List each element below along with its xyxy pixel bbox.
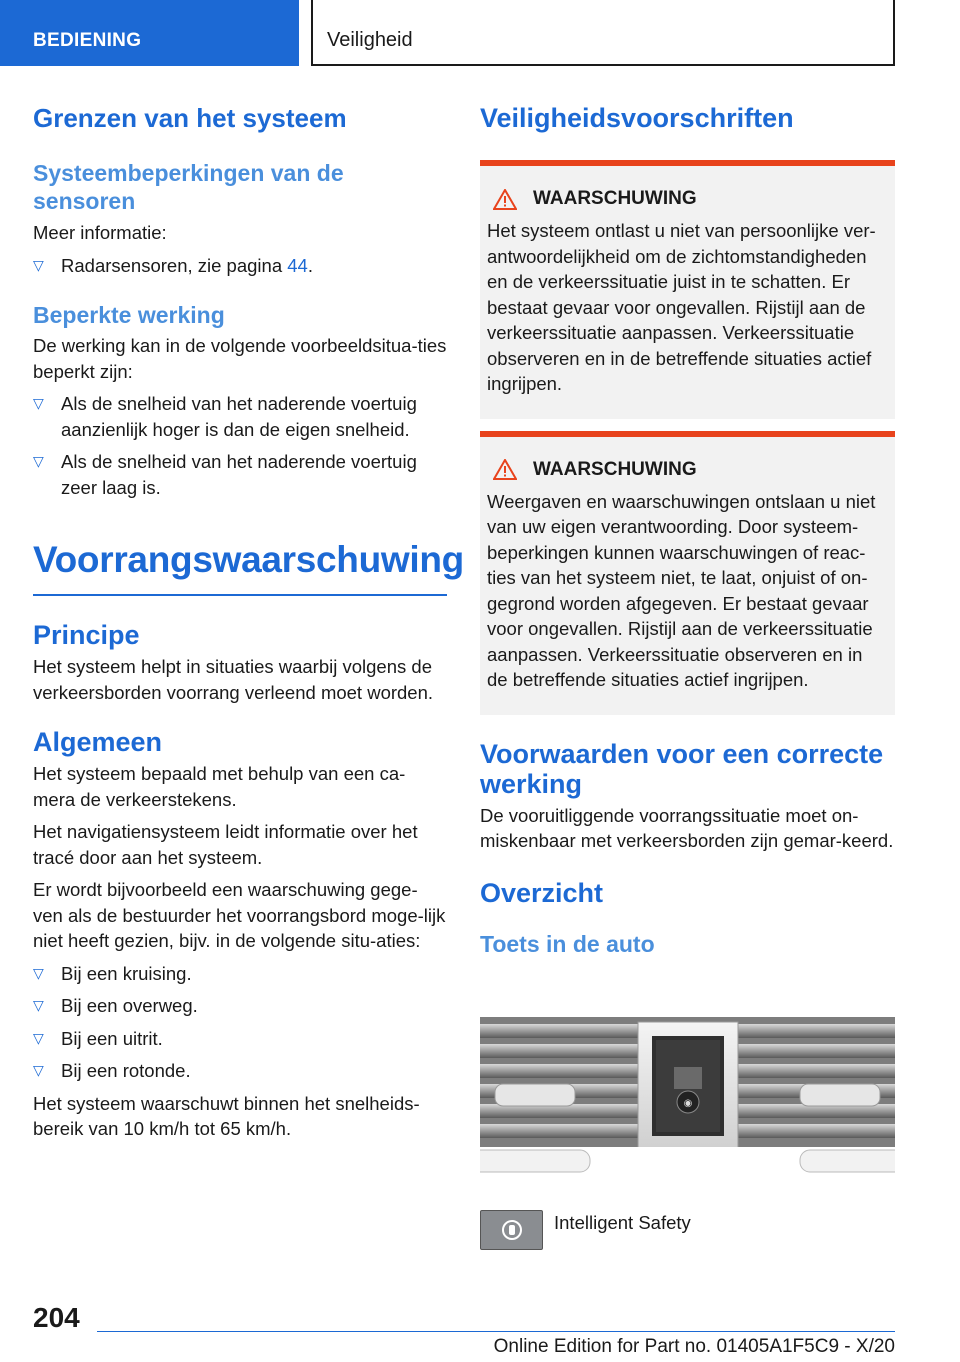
heading-limited-function: Beperkte werking xyxy=(33,302,225,328)
section-tab xyxy=(0,0,299,66)
bullet-triangle-icon: ▽ xyxy=(33,395,44,411)
general-text-1: Het systeem bepaald met behulp van een ca-mera de verkeerstekens. xyxy=(33,763,406,810)
right-column xyxy=(480,100,895,1250)
limited-text: De werking kan in de volgende voorbeeldsitua-ties beperkt zijn: xyxy=(33,335,447,382)
page-link-44[interactable]: 44 xyxy=(287,254,308,276)
conditions-text: De vooruitliggende voorrangssituatie moet on-miskenbaar met verkeersborden zijn gemar-keerd. xyxy=(480,804,894,851)
heading-limits: Grenzen van het systeem xyxy=(33,103,347,133)
general-text-4: Het systeem waarschuwt binnen het snelheids-bereik van 10 km/h tot 65 km/h. xyxy=(33,1092,420,1139)
bullet-triangle-icon: ▽ xyxy=(33,997,44,1013)
bullet-radar: ▽ Radarsensoren, zie pagina 44. xyxy=(33,253,447,279)
principle-text: Het systeem helpt in situaties waarbij volgens de verkeersborden voorrang verleend moet worden. xyxy=(33,656,434,703)
bullet-triangle-icon: ▽ xyxy=(33,1029,44,1046)
more-info-text: Meer informatie: xyxy=(33,222,167,243)
heading-principle: Principe xyxy=(33,620,140,650)
heading-general: Algemeen xyxy=(33,727,163,757)
heading-button-in-car: Toets in de auto xyxy=(480,930,655,957)
general-text-3: Er wordt bijvoorbeeld een waarschuwing gege-ven als de bestuurder het voorrangsbord moge-lijk niet heeft gezien, bijv. in de volgende situ-aties: xyxy=(33,879,446,951)
bullet-limited-1: ▽ Als de snelheid van het naderende voertuig aanzienlijk hoger is dan de eigen snelheid. xyxy=(33,393,417,440)
chapter-label: Veiligheid xyxy=(327,29,413,51)
footer-rule xyxy=(97,1331,895,1332)
bullet-general-2: ▽ Bij een overweg. xyxy=(33,993,447,1019)
button-photo xyxy=(480,972,895,1192)
heading-sensor-limits: Systeembeperkingen van de sensoren xyxy=(33,160,344,214)
bullet-triangle-icon: ▽ xyxy=(33,256,44,273)
warning-box-2 xyxy=(480,431,895,715)
bullet-limited-2: ▽ Als de snelheid van het naderende voertuig zeer laag is. xyxy=(33,451,417,498)
general-text-2: Het navigatiensysteem leidt informatie over het tracé door aan het systeem. xyxy=(33,821,418,868)
button-label: Intelligent Safety xyxy=(554,1211,691,1233)
svg-text:◉: ◉ xyxy=(683,1097,693,1109)
bullet-general-3: ▽ Bij een uitrit. xyxy=(33,1026,447,1052)
warning-title: WAARSCHUWING xyxy=(487,459,885,481)
intelligent-safety-button-icon xyxy=(480,1210,543,1250)
button-legend xyxy=(480,1210,895,1250)
heading-conditions: Voorwaarden voor een correcte werking xyxy=(480,738,884,799)
warning-title: WAARSCHUWING xyxy=(487,188,885,210)
warning-text-2: Weergaven en waarschuwingen ontslaan u niet van uw eigen verantwoording. Door systeem-beperkingen kunnen waarschuwingen of reac-ties van het systeem niet, te laat, onjuist of on-gegrond worden afgegeven. Er bestaat gevaar voor ongevallen. Rijstijl aan de verkeerssituatie aanpassen. Verkeerssituatie observeren en in de betreffende situaties actief ingrijpen. xyxy=(487,490,876,690)
warning-triangle-icon xyxy=(493,459,517,480)
section-label: BEDIENING xyxy=(33,30,142,51)
warning-box-1 xyxy=(480,160,895,419)
warning-triangle-icon xyxy=(493,189,517,210)
footer-edition: Online Edition for Part no. 01405A1F5C9 - X/20 xyxy=(493,1336,895,1357)
heading-safety: Veiligheidsvoorschriften xyxy=(480,103,794,133)
left-column xyxy=(33,100,464,1142)
heading-underline xyxy=(33,594,447,596)
page-number: 204 xyxy=(33,1302,80,1333)
bullet-general-4: ▽ Bij een rotonde. xyxy=(33,1058,447,1084)
bullet-triangle-icon: ▽ xyxy=(33,1062,44,1078)
heading-priority-warning: Voorrangswaarschuwing xyxy=(33,539,464,580)
heading-overview: Overzicht xyxy=(480,877,604,908)
bullet-triangle-icon: ▽ xyxy=(33,964,44,981)
dashboard-vent-image xyxy=(480,972,895,1192)
chapter-tab xyxy=(311,0,895,66)
bullet-triangle-icon: ▽ xyxy=(33,453,44,469)
bullet-general-1: ▽ Bij een kruising. xyxy=(33,961,447,987)
warning-text-1: Het systeem ontlast u niet van persoonlijke ver-antwoordelijkheid om de zichtomstandigheden en de verkeerssituatie juist in te schatten. Er bestaat gevaar voor ongevallen. Rijstijl aan de verkeerssituatie aanpassen. Verkeerssituatie observeren en in de betreffende situaties actief ingrijpen. xyxy=(487,220,876,394)
